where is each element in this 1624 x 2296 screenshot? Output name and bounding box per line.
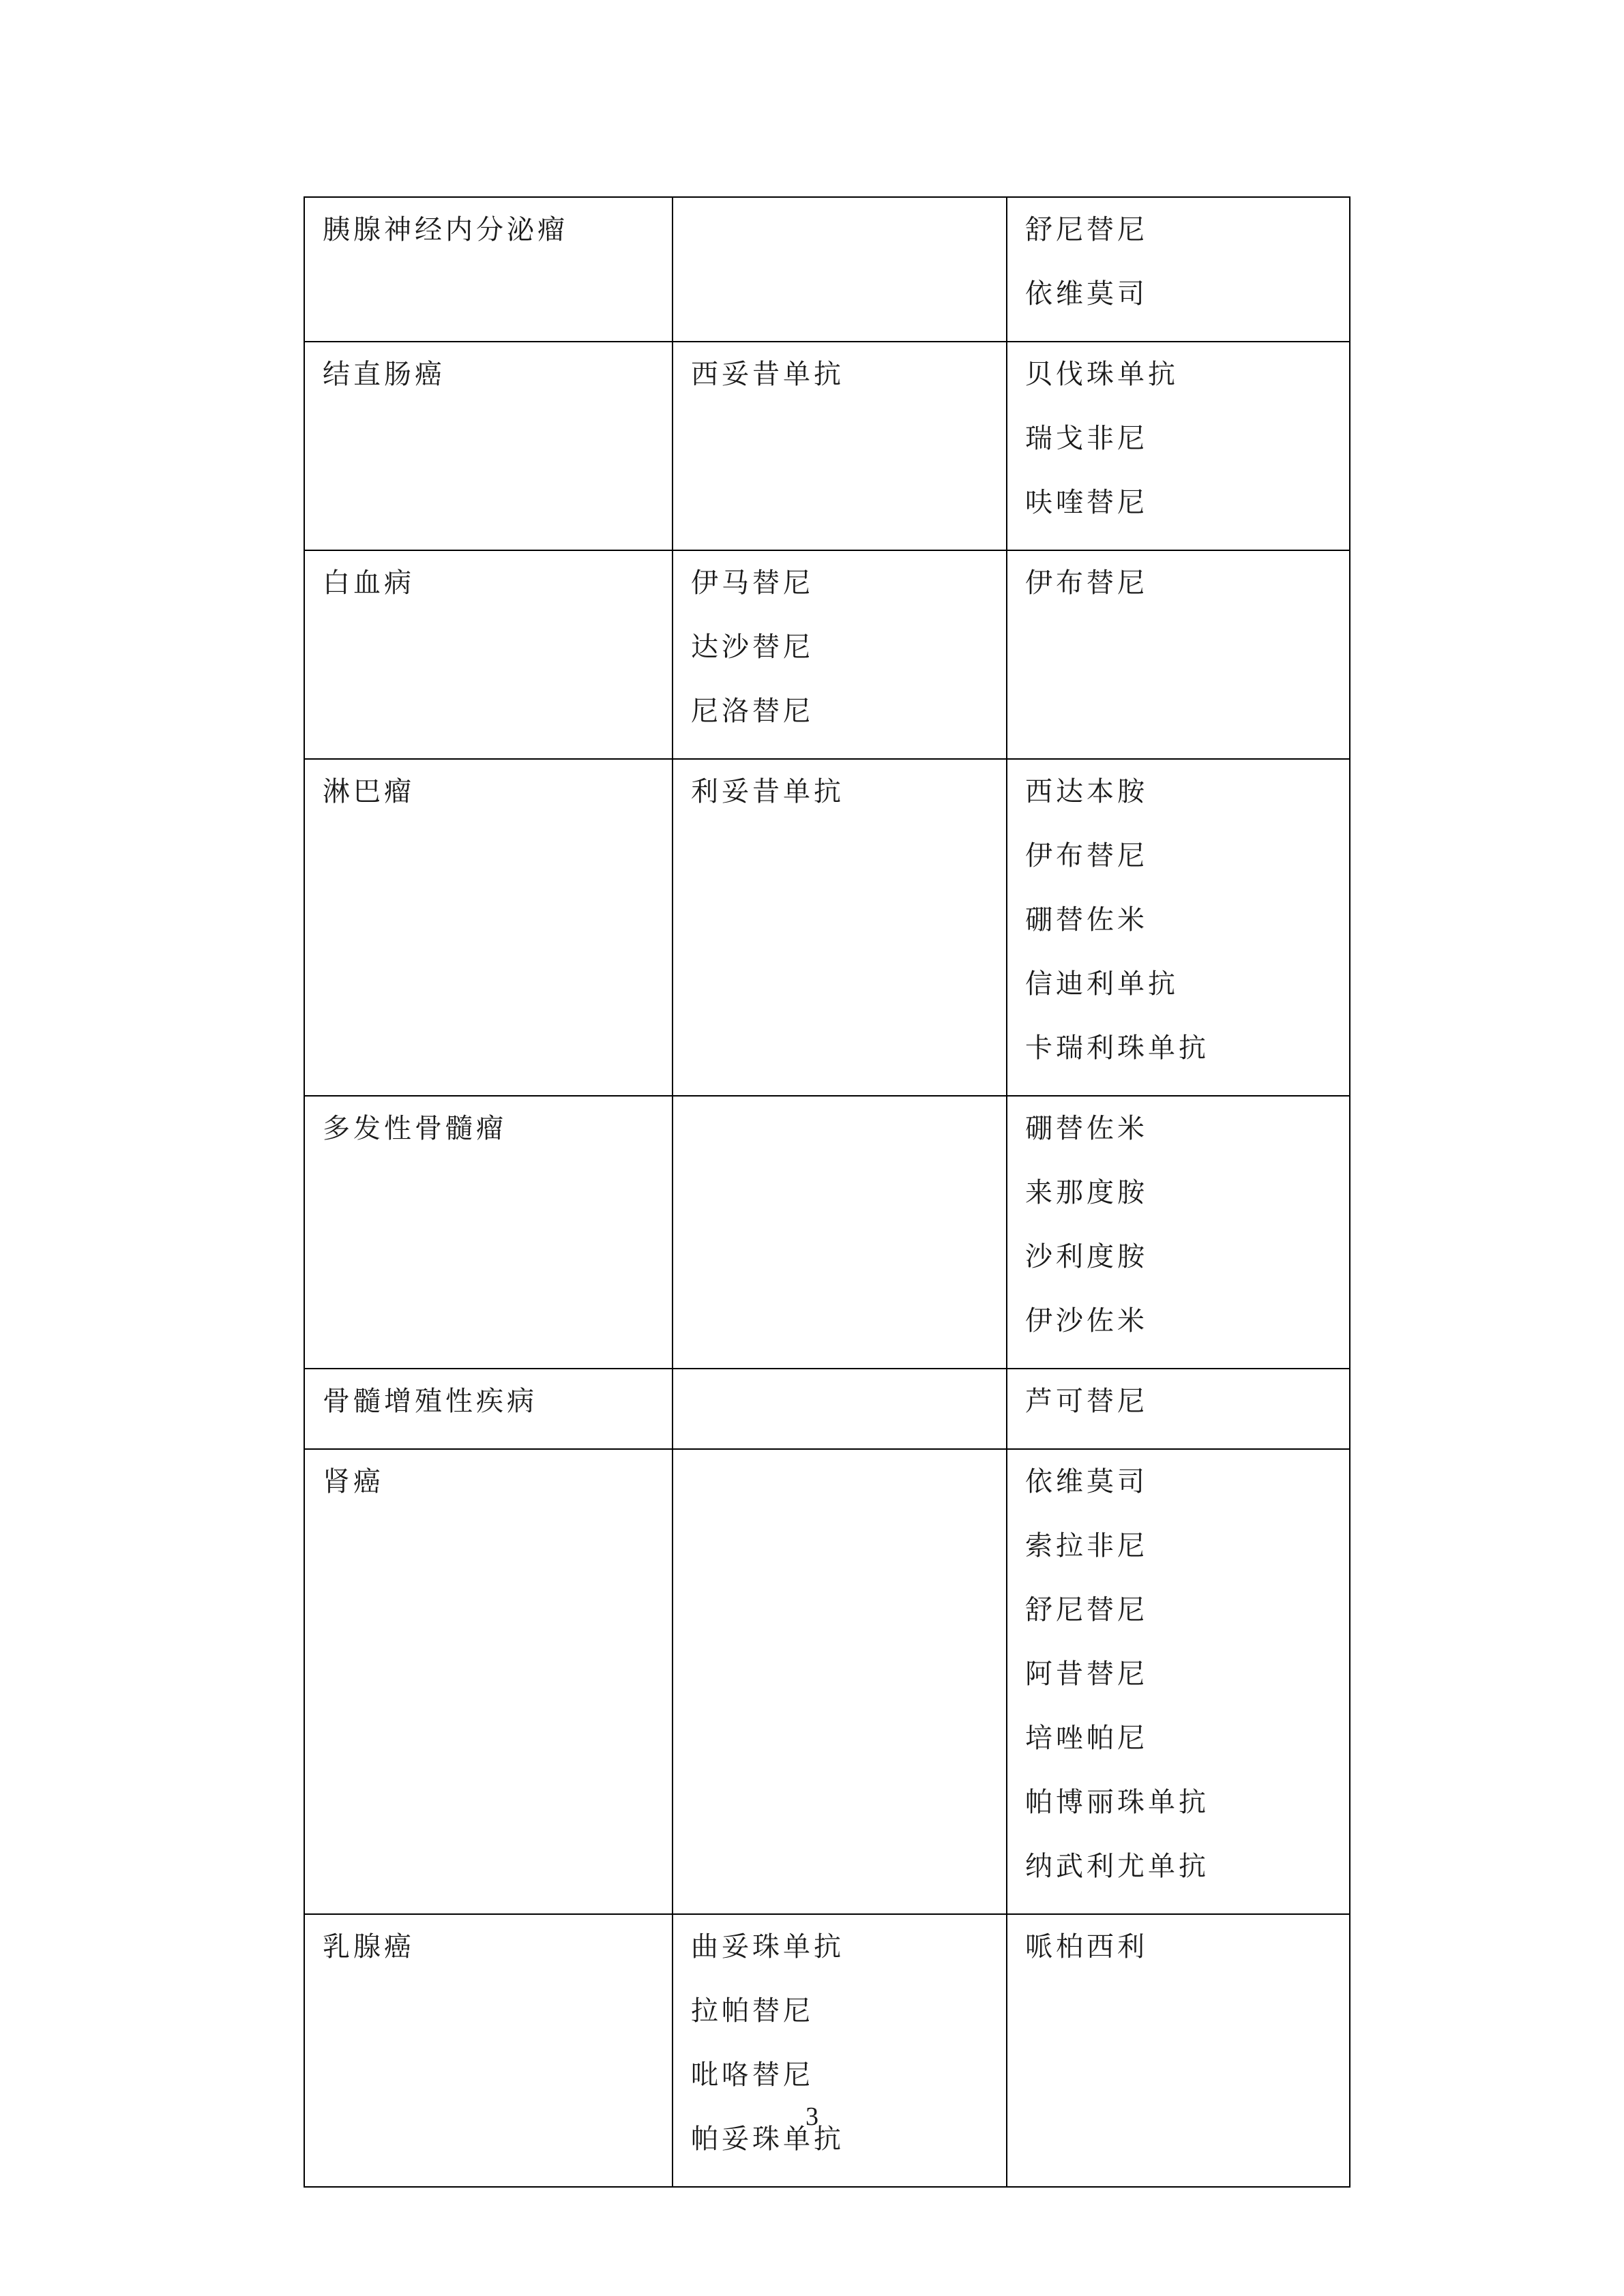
drug-cell-col3: [1007, 1449, 1350, 1914]
drug-name: 伊布替尼: [1025, 840, 1148, 871]
disease-name: 白血病: [323, 567, 415, 599]
drug-name: 伊沙佐米: [1025, 1305, 1148, 1337]
table-row: [304, 197, 1350, 342]
drug-cell-col3: [1007, 759, 1350, 1096]
drug-name: 卡瑞利珠单抗: [1025, 1032, 1209, 1064]
drug-name: 索拉非尼: [1025, 1530, 1148, 1562]
disease-cell: [304, 1369, 673, 1449]
drug-cell-col3: [1007, 550, 1350, 759]
drug-name: 沙利度胺: [1025, 1241, 1148, 1272]
drug-name: 来那度胺: [1025, 1177, 1148, 1208]
drug-name: 硼替佐米: [1025, 1113, 1148, 1144]
drug-name: 伊马替尼: [691, 567, 814, 599]
disease-name: 结直肠癌: [323, 359, 445, 390]
table-row: [304, 1369, 1350, 1449]
drug-cell-col2: [673, 1449, 1007, 1914]
table-body: [304, 197, 1350, 2187]
disease-cell: [304, 342, 673, 550]
drug-name: 瑞戈非尼: [1025, 423, 1148, 454]
drug-cell-col2: [673, 1369, 1007, 1449]
drug-name: 哌柏西利: [1025, 1931, 1148, 1963]
drug-table: [304, 196, 1350, 2188]
table-row: [304, 759, 1350, 1096]
drug-cell-col3: [1007, 1369, 1350, 1449]
drug-name: 拉帕替尼: [691, 1995, 814, 2027]
table-row: [304, 1914, 1350, 2187]
drug-cell-col2: [673, 550, 1007, 759]
disease-cell: [304, 197, 673, 342]
drug-name: 吡咯替尼: [691, 2059, 814, 2091]
drug-cell-col3: [1007, 342, 1350, 550]
table-row: [304, 1096, 1350, 1369]
disease-name: 淋巴瘤: [323, 776, 415, 807]
drug-cell-col2: [673, 342, 1007, 550]
drug-name: 硼替佐米: [1025, 904, 1148, 936]
drug-name: 芦可替尼: [1025, 1386, 1148, 1417]
drug-name: 西妥昔单抗: [691, 359, 844, 390]
disease-cell: [304, 550, 673, 759]
drug-name: 舒尼替尼: [1025, 214, 1148, 245]
drug-name: 依维莫司: [1025, 1466, 1148, 1497]
drug-name: 舒尼替尼: [1025, 1594, 1148, 1626]
disease-name: 多发性骨髓瘤: [323, 1113, 507, 1144]
drug-cell-col3: [1007, 1914, 1350, 2187]
table-row: [304, 1449, 1350, 1914]
disease-cell: [304, 1449, 673, 1914]
drug-cell-col2: [673, 1096, 1007, 1369]
disease-name: 胰腺神经内分泌瘤: [323, 214, 568, 245]
drug-name: 伊布替尼: [1025, 567, 1148, 599]
drug-name: 帕妥珠单抗: [691, 2123, 844, 2155]
drug-name: 培唑帕尼: [1025, 1723, 1148, 1754]
drug-name: 达沙替尼: [691, 631, 814, 663]
table-row: [304, 342, 1350, 550]
drug-name: 尼洛替尼: [691, 696, 814, 727]
drug-name: 纳武利尤单抗: [1025, 1851, 1209, 1882]
drug-name: 利妥昔单抗: [691, 776, 844, 807]
drug-cell-col2: [673, 759, 1007, 1096]
page-number: 3: [806, 2102, 818, 2131]
disease-name: 乳腺癌: [323, 1931, 415, 1963]
disease-cell: [304, 759, 673, 1096]
drug-name: 西达本胺: [1025, 776, 1148, 807]
disease-cell: [304, 1914, 673, 2187]
disease-name: 肾癌: [323, 1466, 384, 1497]
table-row: [304, 550, 1350, 759]
drug-cell-col3: [1007, 1096, 1350, 1369]
drug-name: 呋喹替尼: [1025, 487, 1148, 518]
drug-cell-col2: [673, 1914, 1007, 2187]
drug-name: 帕博丽珠单抗: [1025, 1787, 1209, 1818]
drug-name: 贝伐珠单抗: [1025, 359, 1179, 390]
disease-name: 骨髓增殖性疾病: [323, 1386, 537, 1417]
disease-cell: [304, 1096, 673, 1369]
drug-cell-col3: [1007, 197, 1350, 342]
drug-name: 阿昔替尼: [1025, 1658, 1148, 1690]
drug-name: 信迪利单抗: [1025, 968, 1179, 1000]
drug-name: 依维莫司: [1025, 278, 1148, 310]
drug-name: 曲妥珠单抗: [691, 1931, 844, 1963]
drug-cell-col2: [673, 197, 1007, 342]
